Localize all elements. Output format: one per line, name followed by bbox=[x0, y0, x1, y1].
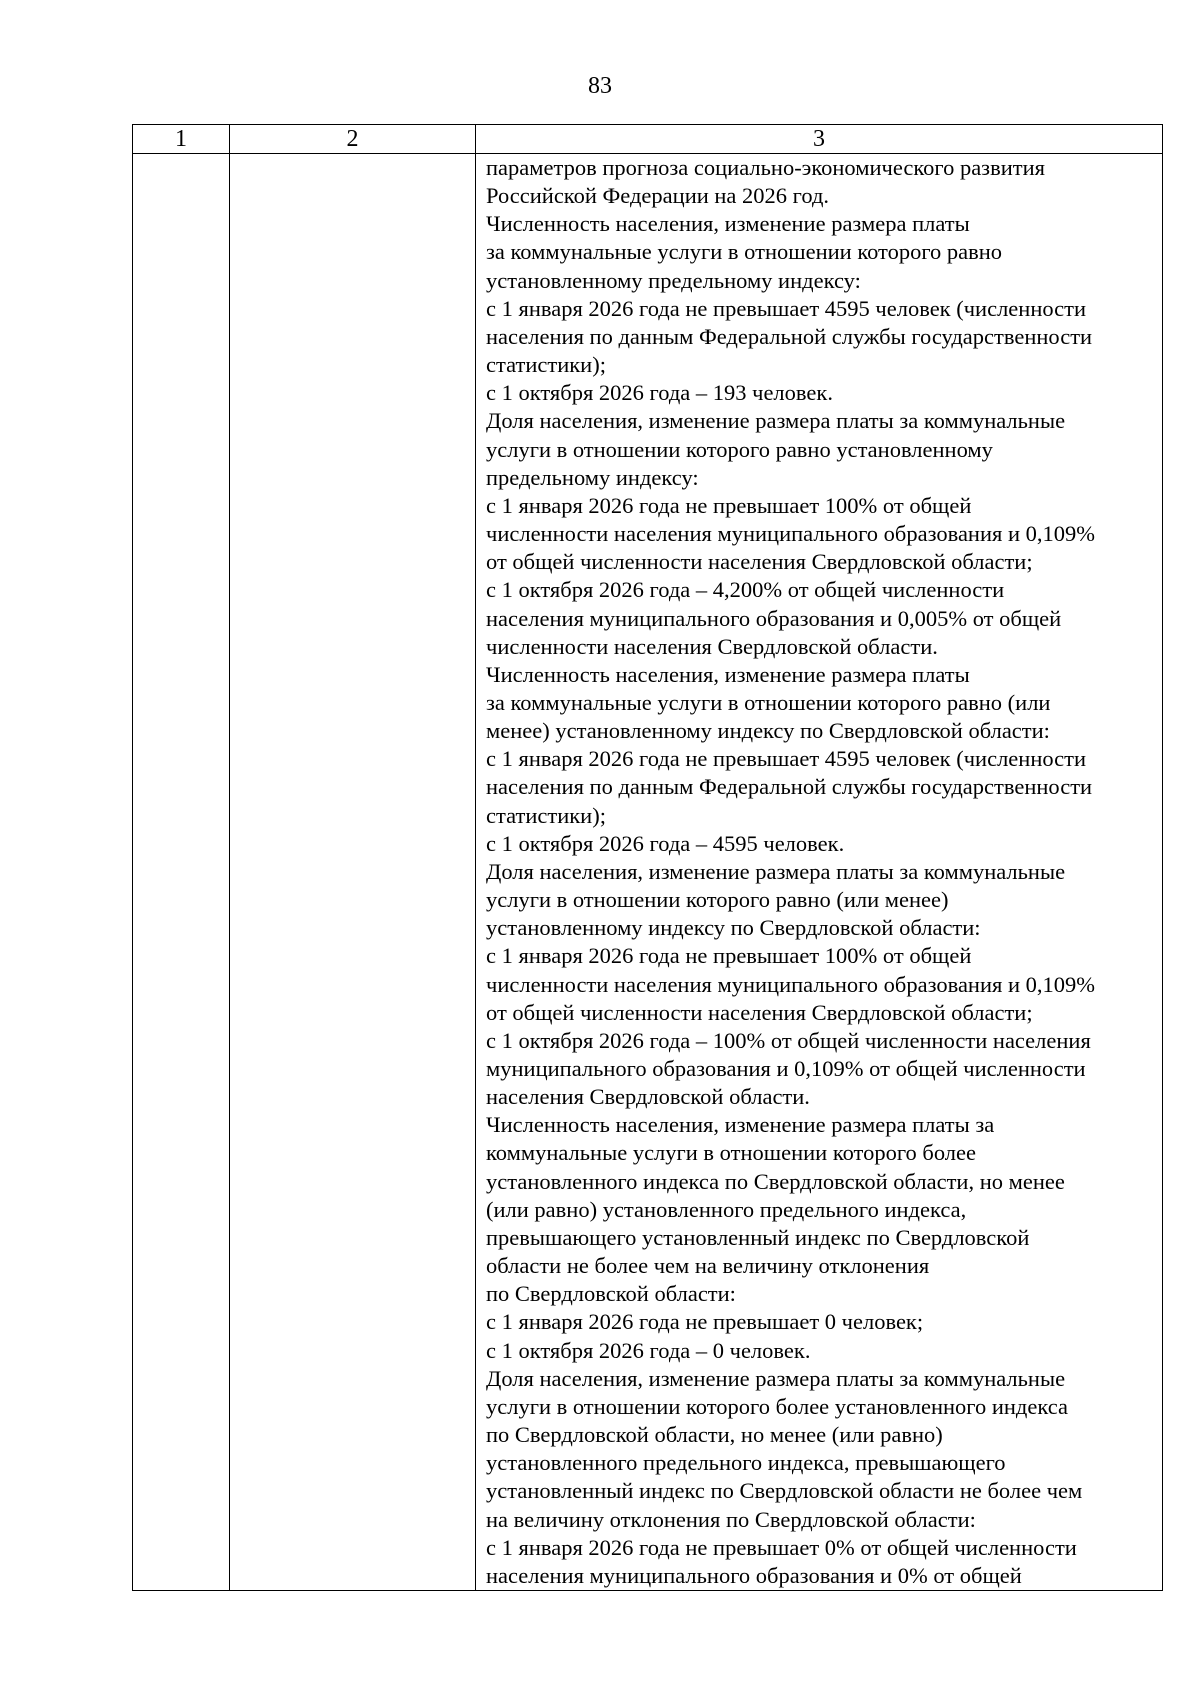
text-line: установленный индекс по Свердловской области не более чем bbox=[486, 1478, 1083, 1504]
text-line: от общей численности населения Свердловской области; bbox=[486, 549, 1033, 575]
text-line: с 1 января 2026 года не превышает 0% от общей численности bbox=[486, 1534, 1077, 1560]
column-header-1: 1 bbox=[133, 125, 230, 154]
text-line: коммунальные услуги в отношении которого более bbox=[486, 1140, 976, 1166]
column-header-3: 3 bbox=[476, 125, 1163, 154]
text-line: установленному предельному индексу: bbox=[486, 267, 861, 293]
text-line: населения Свердловской области. bbox=[486, 1084, 810, 1110]
text-line: (или равно) установленного предельного индекса, bbox=[486, 1196, 967, 1222]
text-line: Численность населения, изменение размера платы за bbox=[486, 1112, 995, 1138]
text-line: на величину отклонения по Свердловской области: bbox=[486, 1506, 976, 1532]
text-line: области не более чем на величину отклонения bbox=[486, 1253, 930, 1279]
text-line: от общей численности населения Свердловской области; bbox=[486, 999, 1033, 1025]
cell-column-1 bbox=[133, 154, 230, 1591]
text-line: менее) установленному индексу по Свердловской области: bbox=[486, 718, 1050, 744]
text-line: с 1 января 2026 года не превышает 4595 человек (численности bbox=[486, 295, 1087, 321]
text-line: услуги в отношении которого равно (или менее) bbox=[486, 887, 949, 913]
text-line: с 1 января 2026 года не превышает 4595 человек (численности bbox=[486, 746, 1087, 772]
text-line: с 1 октября 2026 года – 4,200% от общей численности bbox=[486, 577, 1005, 603]
column-header-2: 2 bbox=[230, 125, 476, 154]
cell-text bbox=[486, 154, 1154, 1590]
text-line: за коммунальные услуги в отношении которого равно (или bbox=[486, 689, 1051, 715]
text-line: Численность населения, изменение размера платы bbox=[486, 661, 970, 687]
text-line: по Свердловской области: bbox=[486, 1281, 736, 1307]
text-line: с 1 октября 2026 года – 193 человек. bbox=[486, 380, 833, 406]
text-line: услуги в отношении которого более установленного индекса bbox=[486, 1393, 1068, 1419]
table-body-row bbox=[133, 154, 1163, 1591]
text-line: услуги в отношении которого равно установленному bbox=[486, 436, 993, 462]
text-line: населения по данным Федеральной службы государственности bbox=[486, 323, 1093, 349]
text-line: установленному индексу по Свердловской области: bbox=[486, 915, 981, 941]
text-line: с 1 января 2026 года не превышает 100% от общей bbox=[486, 943, 972, 969]
text-line: Российской Федерации на 2026 год. bbox=[486, 183, 830, 209]
text-line: численности населения муниципального образования и 0,109% bbox=[486, 521, 1096, 547]
text-line: с 1 октября 2026 года – 100% от общей численности населения bbox=[486, 1027, 1091, 1053]
text-line: населения муниципального образования и 0,005% от общей bbox=[486, 605, 1062, 631]
text-line: Доля населения, изменение размера платы за коммунальные bbox=[486, 408, 1066, 434]
text-line: по Свердловской области, но менее (или равно) bbox=[486, 1422, 943, 1448]
cell-column-3 bbox=[476, 154, 1163, 1591]
text-line: превышающего установленный индекс по Свердловской bbox=[486, 1224, 1030, 1250]
text-line: с 1 октября 2026 года – 4595 человек. bbox=[486, 830, 845, 856]
text-line: за коммунальные услуги в отношении которого равно bbox=[486, 239, 1003, 265]
table-header-row bbox=[133, 125, 1163, 154]
text-line: статистики); bbox=[486, 802, 606, 828]
text-line: муниципального образования и 0,109% от общей численности bbox=[486, 1056, 1086, 1081]
text-line: параметров прогноза социально-экономического развития bbox=[486, 155, 1045, 180]
text-line: Численность населения, изменение размера платы bbox=[486, 211, 970, 237]
text-line: Доля населения, изменение размера платы за коммунальные bbox=[486, 1365, 1066, 1391]
text-line: с 1 января 2026 года не превышает 100% от общей bbox=[486, 492, 972, 518]
page-number: 83 bbox=[588, 73, 612, 99]
text-line: населения по данным Федеральной службы государственности bbox=[486, 774, 1093, 800]
cell-column-2 bbox=[230, 154, 476, 1591]
text-line: численности населения муниципального образования и 0,109% bbox=[486, 971, 1096, 997]
text-line: предельному индексу: bbox=[486, 464, 699, 490]
text-line: установленного предельного индекса, превышающего bbox=[486, 1450, 1006, 1476]
text-line: Доля населения, изменение размера платы за коммунальные bbox=[486, 858, 1066, 884]
text-line: с 1 января 2026 года не превышает 0 человек; bbox=[486, 1309, 924, 1335]
text-line: установленного индекса по Свердловской области, но менее bbox=[486, 1168, 1065, 1194]
text-line: с 1 октября 2026 года – 0 человек. bbox=[486, 1337, 811, 1363]
text-line: населения муниципального образования и 0% от общей bbox=[486, 1562, 1022, 1588]
document-table bbox=[132, 124, 1163, 1591]
text-line: численности населения Свердловской области. bbox=[486, 633, 938, 659]
text-line: статистики); bbox=[486, 352, 606, 378]
